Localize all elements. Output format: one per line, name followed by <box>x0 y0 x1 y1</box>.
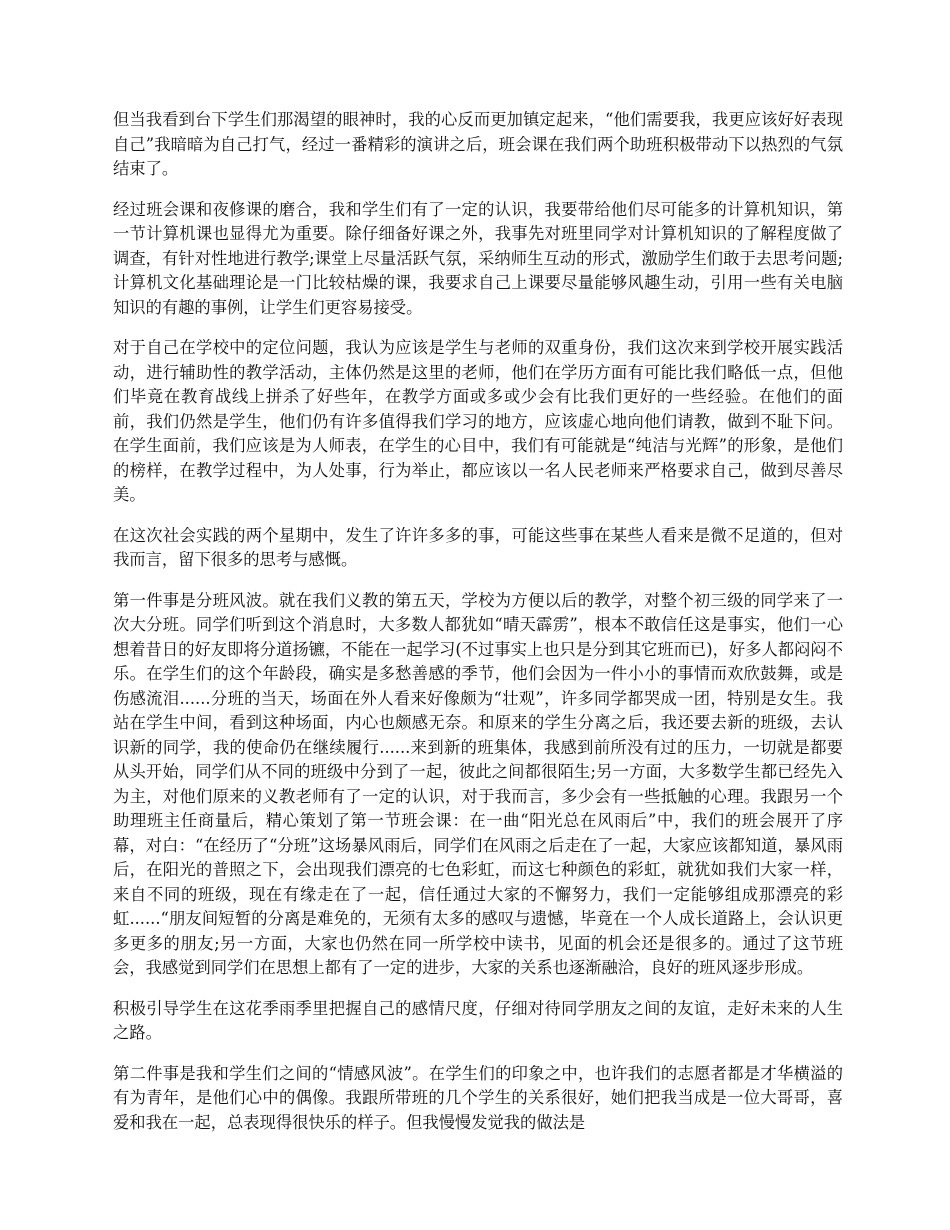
paragraph-3: 对于自己在学校中的定位问题，我认为应该是学生与老师的双重身份，我们这次来到学校开展实践活动，进行辅助性的教学活动，主体仍然是这里的老师，他们在学历方面有可能比我们略低一点，但他们毕竟在教育战线上拼杀了好些年，在教学方面或多或少会有比我们更好的一些经验。在他们的面前，我们仍然是学生，他们仍有许多值得我们学习的地方，应该虚心地向他们请教，做到不耻下问。在学生面前，我们应该是为人师表，在学生的心目中，我们有可能就是“纯洁与光辉”的形象，是他们的榜样，在教学过程中，为人处事，行为举止，都应该以一名人民老师来严格要求自己，做到尽善尽美。 <box>113 338 843 504</box>
paragraph-5: 第一件事是分班风波。就在我们义教的第五天，学校为方便以后的教学，对整个初三级的同学来了一次大分班。同学们听到这个消息时，大多数人都犹如“晴天霹雳”，根本不敢信任这是事实，他们一心想着昔日的好友即将分道扬镳，不能在一起学习(不过事实上也只是分到其它班而已)，好多人都闷闷不乐。在学生们的这个年龄段，确实是多愁善感的季节，他们会因为一件小小的事情而欢欣鼓舞，或是伤感流泪......分班的当天，场面在外人看来好像颇为“壮观”，许多同学都哭成一团，特别是女生。我站在学生中间，看到这种场面，内心也颇感无奈。和原来的学生分离之后，我还要去新的班级，去认识新的同学，我的使命仍在继续履行......来到新的班集体，我感到前所没有过的压力，一切就是都要从头开始，同学们从不同的班级中分到了一起，彼此之间都很陌生;另一方面，大多数学生都已经先入为主，对他们原来的义教老师有了一定的认识，对于我而言，多少会有一些抵触的心理。我跟另一个助理班主任商量后，精心策划了第一节班会课：在一曲“阳光总在风雨后”中，我们的班会展开了序幕，对白：“在经历了“分班”这场暴风雨后，同学们在风雨之后走在了一起，大家应该都知道，暴风雨后，在阳光的普照之下，会出现我们漂亮的七色彩虹，而这七种颜色的彩虹，就犹如我们大家一样，来自不同的班级，现在有缘走在了一起，信任通过大家的不懈努力，我们一定能够组成那漂亮的彩虹......“朋友间短暂的分离是难免的，无须有太多的感叹与遗憾，毕竟在一个人成长道路上，会认识更多更多的朋友;另一方面，大家也仍然在同一所学校中读书，见面的机会还是很多的。通过了这节班会，我感觉到同学们在思想上都有了一定的进步，大家的关系也逐渐融洽，良好的班风逐步形成。 <box>113 590 843 977</box>
paragraph-6: 积极引导学生在这花季雨季里把握自己的感情尺度，仔细对待同学朋友之间的友谊，走好未来的人生之路。 <box>113 998 843 1042</box>
paragraph-4: 在这次社会实践的两个星期中，发生了许许多多的事，可能这些事在某些人看来是微不足道的，但对我而言，留下很多的思考与感慨。 <box>113 525 843 569</box>
document-page <box>113 108 843 1151</box>
paragraph-2: 经过班会课和夜修课的磨合，我和学生们有了一定的认识，我要带给他们尽可能多的计算机知识，第一节计算机课也显得尤为重要。除仔细备好课之外，我事先对班里同学对计算机知识的了解程度做了调查，有针对性地进行教学;课堂上尽量活跃气氛，采纳师生互动的形式，激励学生们敢于去思考问题;计算机文化基础理论是一门比较枯燥的课，我要求自己上课要尽量能够风趣生动，引用一些有关电脑知识的有趣的事例，让学生们更容易接受。 <box>113 199 843 317</box>
paragraph-7: 第二件事是我和学生们之间的“情感风波”。在学生们的印象之中，也许我们的志愿者都是才华横溢的有为青年，是他们心中的偶像。我跟所带班的几个学生的关系很好，她们把我当成是一位大哥哥，喜爱和我在一起，总表现得很快乐的样子。但我慢慢发觉我的做法是 <box>113 1063 843 1132</box>
paragraph-1: 但当我看到台下学生们那渴望的眼神时，我的心反而更加镇定起来，“他们需要我，我更应该好好表现自己”我暗暗为自己打气，经过一番精彩的演讲之后，班会课在我们两个助班积极带动下以热烈的气氛结束了。 <box>113 110 843 178</box>
